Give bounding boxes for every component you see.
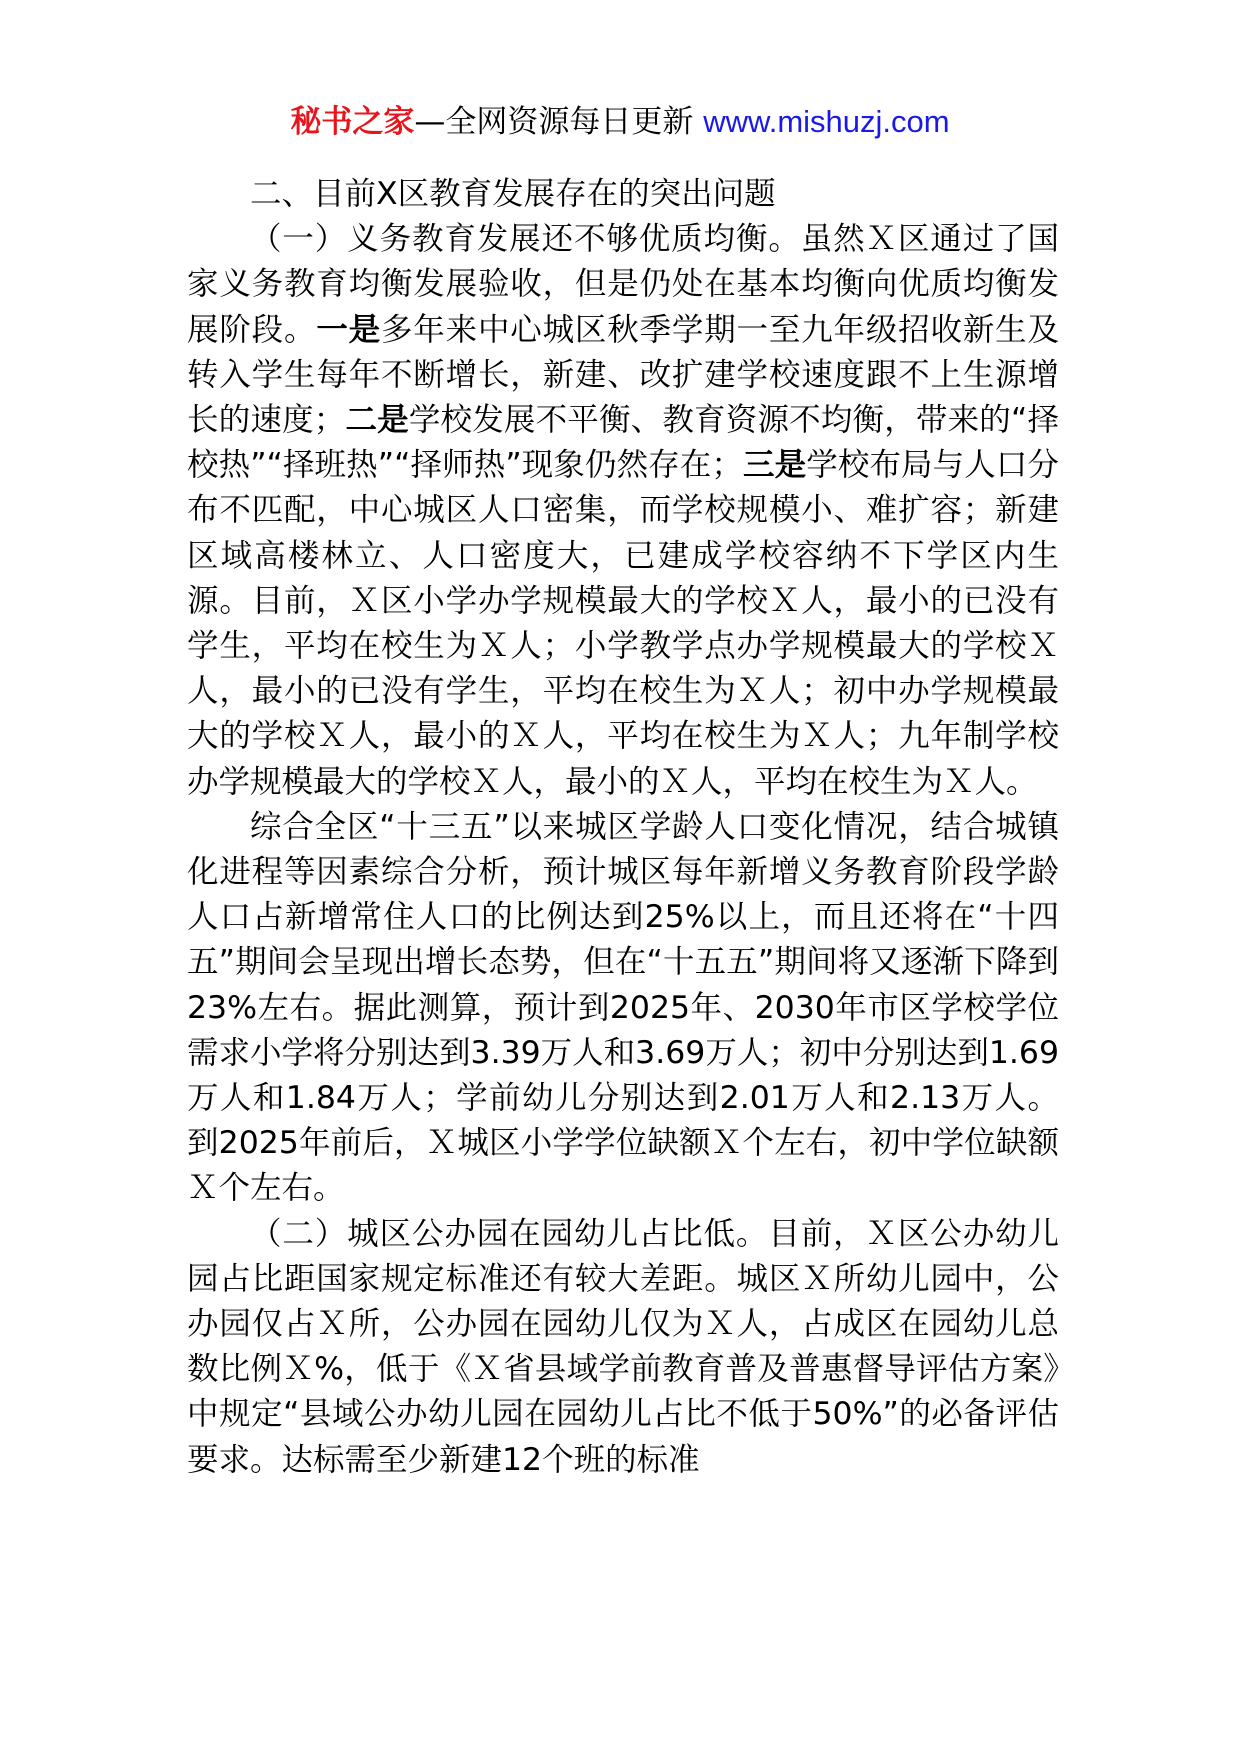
point-label-two: 二是 xyxy=(345,402,409,439)
paragraph-compulsory-education xyxy=(187,217,1059,805)
point-text-two: 学校发展不平衡、教育资源不均衡，带来的“择校热”“择班热”“择师热”现象仍然存在； xyxy=(187,402,1059,484)
point-label-three: 三是 xyxy=(742,447,807,484)
paragraph-intro: （一）义务教育发展还不够优质均衡。虽然Ｘ区通过了国家义务教育均衡发展验收，但是仍处在基本均衡向优质均衡发展阶段。 xyxy=(187,221,1059,348)
page-header xyxy=(0,100,1240,144)
brand-name: 秘书之家 xyxy=(290,104,415,140)
point-text-three: 学校布局与人口分布不匹配，中心城区人口密集，而学校规模小、难扩容；新建区域高楼林立、人口密度大，已建成学校容纳不下学区内生源。目前，Ｘ区小学办学规模最大的学校Ｘ人，最小的已没有学生，平均在校生为Ｘ人；小学教学点办学规模最大的学校Ｘ人，最小的已没有学生，平均在校生为Ｘ人；初中办学规模最大的学校Ｘ人，最小的Ｘ人，平均在校生为Ｘ人；九年制学校办学规模最大的学校Ｘ人，最小的Ｘ人，平均在校生为Ｘ人。 xyxy=(187,447,1059,800)
header-slogan: —全网资源每日更新 xyxy=(414,104,694,140)
paragraph-population-forecast: 综合全区“十三五”以来城区学龄人口变化情况，结合城镇化进程等因素综合分析，预计城区每年新增义务教育阶段学龄人口占新增常住人口的比例达到25%以上，而且还将在“十四五”期间会呈现出增长态势，但在“十五五”期间将又逐渐下降到23%左右。据此测算，预计到2025年、2030年市区学校学位需求小学将分别达到3.39万人和3.69万人；初中分别达到1.69万人和1.84万人；学前幼儿分别达到2.01万人和2.13万人。 到2025年前后，Ｘ城区小学学位缺额Ｘ个左右，初中学位缺额Ｘ个左右。 xyxy=(187,808,1059,1207)
section-heading: 二、目前Ⅹ区教育发展存在的突出问题 xyxy=(250,176,776,212)
document-body xyxy=(187,172,1059,1483)
site-url-link[interactable]: www.mishuzj.com xyxy=(703,104,950,139)
point-label-one: 一是 xyxy=(316,311,381,348)
point-text-one: 多年来中心城区秋季学期一至九年级招收新生及转入学生每年不断增长，新建、改扩建学校速度跟不上生源增长的速度； xyxy=(187,311,1059,439)
paragraph-public-kindergarten: （二）城区公办园在园幼儿占比低。目前，Ｘ区公办幼儿园占比距国家规定标准还有较大差距。城区Ｘ所幼儿园中，公办园仅占Ｘ所，公办园在园幼儿仅为Ｘ人，占成区在园幼儿总数比例Ｘ%，低于《Ｘ省县域学前教育普及普惠督导评估方案》中规定“县域公办幼儿园在园幼儿占比不低于50%”的必备评估要求。达标需至少新建12个班的标准 xyxy=(187,1215,1059,1478)
